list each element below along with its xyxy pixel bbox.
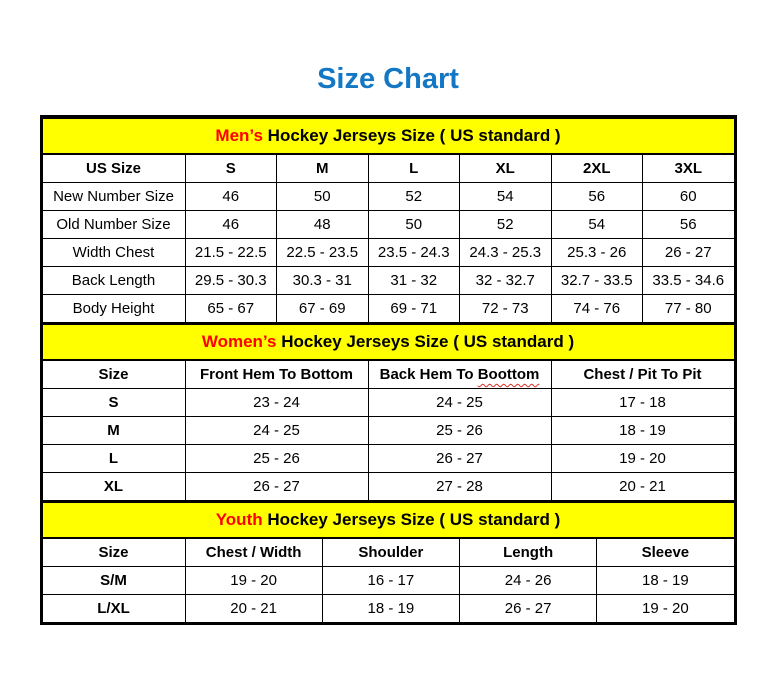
column-header: Shoulder xyxy=(322,538,459,567)
size-cell: 20 - 21 xyxy=(185,594,322,622)
mens-banner xyxy=(42,118,734,154)
column-header: 3XL xyxy=(643,154,735,183)
womens-size-table xyxy=(42,323,735,501)
column-header: Length xyxy=(460,538,597,567)
table-row xyxy=(42,266,734,294)
size-cell: 54 xyxy=(551,210,643,238)
column-header-prefix: Back Hem To xyxy=(379,365,478,383)
womens-banner xyxy=(42,324,734,360)
size-cell: 18 - 19 xyxy=(322,594,459,622)
womens-header-row xyxy=(42,360,734,389)
size-cell: 32.7 - 33.5 xyxy=(551,266,643,294)
size-cell: 24 - 25 xyxy=(185,416,368,444)
size-cell: 30.3 - 31 xyxy=(277,266,369,294)
size-cell: 46 xyxy=(185,210,277,238)
size-cell: 22.5 - 23.5 xyxy=(277,238,369,266)
column-header: Front Hem To Bottom xyxy=(185,360,368,389)
size-cell: 54 xyxy=(460,182,552,210)
row-label: Width Chest xyxy=(42,238,185,266)
size-cell: 20 - 21 xyxy=(551,472,734,500)
row-label: New Number Size xyxy=(42,182,185,210)
column-header: Sleeve xyxy=(597,538,734,567)
mens-banner-text xyxy=(42,118,734,154)
size-cell: 25 - 26 xyxy=(185,444,368,472)
womens-banner-highlight: Women’s xyxy=(201,331,277,351)
size-cell: 17 - 18 xyxy=(551,388,734,416)
column-header: M xyxy=(277,154,369,183)
youth-header-row xyxy=(42,538,734,567)
size-cell: 18 - 19 xyxy=(551,416,734,444)
table-row xyxy=(42,294,734,322)
row-label: L/XL xyxy=(42,594,185,622)
size-cell: 25 - 26 xyxy=(368,416,551,444)
row-label: M xyxy=(42,416,185,444)
row-label: S/M xyxy=(42,566,185,594)
youth-size-table xyxy=(42,501,735,623)
table-row xyxy=(42,238,734,266)
size-cell: 48 xyxy=(277,210,369,238)
table-row xyxy=(42,182,734,210)
size-cell: 26 - 27 xyxy=(368,444,551,472)
column-header: Chest / Pit To Pit xyxy=(551,360,734,389)
table-row xyxy=(42,472,734,500)
column-header: L xyxy=(368,154,460,183)
size-cell: 23.5 - 24.3 xyxy=(368,238,460,266)
size-chart-container xyxy=(40,115,737,625)
row-label: Body Height xyxy=(42,294,185,322)
size-cell: 19 - 20 xyxy=(597,594,734,622)
table-row xyxy=(42,444,734,472)
womens-banner-rest: Hockey Jerseys Size ( US standard ) xyxy=(276,331,575,351)
table-row xyxy=(42,388,734,416)
youth-banner-rest: Hockey Jerseys Size ( US standard ) xyxy=(262,509,561,529)
mens-header-row xyxy=(42,154,734,183)
row-label: L xyxy=(42,444,185,472)
size-cell: 60 xyxy=(643,182,735,210)
size-cell: 67 - 69 xyxy=(277,294,369,322)
youth-banner-text xyxy=(42,502,734,538)
size-cell: 24 - 26 xyxy=(460,566,597,594)
size-cell: 69 - 71 xyxy=(368,294,460,322)
size-cell: 24.3 - 25.3 xyxy=(460,238,552,266)
size-cell: 26 - 27 xyxy=(643,238,735,266)
size-cell: 18 - 19 xyxy=(597,566,734,594)
size-chart-title: Size Chart xyxy=(317,63,459,95)
row-label: XL xyxy=(42,472,185,500)
size-cell: 50 xyxy=(368,210,460,238)
size-cell: 25.3 - 26 xyxy=(551,238,643,266)
table-row xyxy=(42,594,734,622)
size-cell: 24 - 25 xyxy=(368,388,551,416)
row-label: S xyxy=(42,388,185,416)
size-cell: 21.5 - 22.5 xyxy=(185,238,277,266)
size-cell: 29.5 - 30.3 xyxy=(185,266,277,294)
size-cell: 32 - 32.7 xyxy=(460,266,552,294)
size-cell: 31 - 32 xyxy=(368,266,460,294)
size-cell: 74 - 76 xyxy=(551,294,643,322)
mens-size-table xyxy=(42,117,735,323)
size-cell: 77 - 80 xyxy=(643,294,735,322)
youth-banner xyxy=(42,502,734,538)
row-label: Old Number Size xyxy=(42,210,185,238)
column-header: Size xyxy=(42,538,185,567)
size-cell: 52 xyxy=(460,210,552,238)
column-header-misspelled xyxy=(368,360,551,389)
size-cell: 23 - 24 xyxy=(185,388,368,416)
column-header: XL xyxy=(460,154,552,183)
size-cell: 19 - 20 xyxy=(185,566,322,594)
column-header: US Size xyxy=(42,154,185,183)
size-cell: 56 xyxy=(643,210,735,238)
womens-banner-text xyxy=(42,324,734,360)
size-cell: 46 xyxy=(185,182,277,210)
size-cell: 27 - 28 xyxy=(368,472,551,500)
column-header: Chest / Width xyxy=(185,538,322,567)
size-cell: 16 - 17 xyxy=(322,566,459,594)
size-cell: 50 xyxy=(277,182,369,210)
table-row xyxy=(42,210,734,238)
mens-banner-rest: Hockey Jerseys Size ( US standard ) xyxy=(262,125,561,145)
row-label: Back Length xyxy=(42,266,185,294)
size-cell: 56 xyxy=(551,182,643,210)
size-cell: 26 - 27 xyxy=(185,472,368,500)
size-cell: 33.5 - 34.6 xyxy=(643,266,735,294)
youth-banner-highlight: Youth xyxy=(215,509,263,529)
column-header: S xyxy=(185,154,277,183)
size-cell: 65 - 67 xyxy=(185,294,277,322)
size-cell: 72 - 73 xyxy=(460,294,552,322)
size-cell: 26 - 27 xyxy=(460,594,597,622)
column-header: 2XL xyxy=(551,154,643,183)
table-row xyxy=(42,566,734,594)
misspelled-word: Boottom xyxy=(477,365,540,383)
size-cell: 52 xyxy=(368,182,460,210)
mens-banner-highlight: Men’s xyxy=(215,125,263,145)
size-cell: 19 - 20 xyxy=(551,444,734,472)
table-row xyxy=(42,416,734,444)
column-header: Size xyxy=(42,360,185,389)
